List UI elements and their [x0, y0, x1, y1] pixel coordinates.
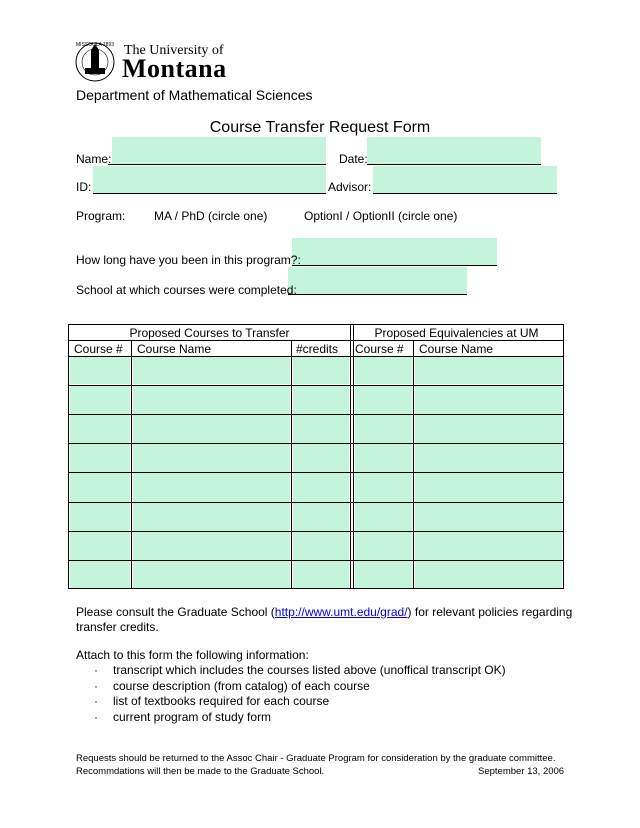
date-label: Date: — [339, 152, 368, 166]
attach-item-label: transcript which includes the courses listed above (unoffical transcript OK) — [113, 663, 506, 677]
group-header-equivalencies: Proposed Equivalencies at UM — [374, 326, 539, 340]
cell-um-course-num[interactable] — [355, 357, 412, 384]
cell-course-num[interactable] — [70, 532, 130, 560]
cell-course-num[interactable] — [70, 503, 130, 531]
cell-course-name[interactable] — [133, 561, 290, 588]
cell-course-num[interactable] — [70, 444, 130, 472]
attach-item-label: list of textbooks required for each course — [113, 694, 330, 708]
footer-line1: Requests should be returned to the Assoc Chair - Graduate Program for consideration by the graduate committee. — [76, 753, 556, 764]
attach-item-label: current program of study form — [113, 710, 272, 724]
program-degree-options[interactable]: MA / PhD (circle one) — [154, 209, 268, 223]
consult-before: Please consult the Graduate School ( — [76, 605, 275, 619]
advisor-label: Advisor: — [328, 180, 372, 194]
cell-course-name[interactable] — [133, 503, 290, 531]
cell-course-name[interactable] — [133, 357, 290, 384]
cell-um-course-name[interactable] — [415, 415, 562, 443]
consult-text — [76, 605, 572, 619]
cell-um-course-name[interactable] — [415, 444, 562, 472]
cell-course-name[interactable] — [133, 532, 290, 560]
cell-course-name[interactable] — [133, 386, 290, 414]
col-header-um-course-name: Course Name — [419, 342, 494, 356]
program-label: Program: — [76, 209, 126, 223]
col-header-credits: #credits — [296, 342, 339, 356]
cell-credits[interactable] — [293, 561, 349, 588]
form-title: Course Transfer Request Form — [209, 119, 431, 136]
cell-course-num[interactable] — [70, 386, 130, 414]
university-seal-icon — [72, 40, 118, 84]
cell-um-course-name[interactable] — [415, 386, 562, 414]
advisor-underline — [373, 193, 557, 194]
consult-line2: transfer credits. — [76, 620, 159, 634]
logo-line1: The University of — [124, 43, 224, 58]
cell-course-name[interactable] — [133, 444, 290, 472]
school-underline — [288, 294, 467, 295]
cell-credits[interactable] — [293, 357, 349, 384]
cell-um-course-name[interactable] — [415, 532, 562, 560]
cell-credits[interactable] — [293, 503, 349, 531]
attach-item-label: course description (from catalog) of each course — [113, 679, 370, 693]
bullet: · — [94, 694, 98, 708]
cell-um-course-name[interactable] — [415, 503, 562, 531]
name-field[interactable] — [112, 137, 326, 165]
cell-um-course-name[interactable] — [415, 473, 562, 502]
school-field[interactable] — [288, 267, 467, 295]
school-label: School at which courses were completed: — [76, 283, 297, 297]
cell-course-name[interactable] — [133, 473, 290, 502]
grad-school-link[interactable]: http://www.umt.edu/grad/ — [274, 605, 408, 619]
cell-course-num[interactable] — [70, 415, 130, 443]
name-underline — [108, 164, 326, 165]
cell-um-course-name[interactable] — [415, 561, 562, 588]
id-field[interactable] — [93, 166, 326, 194]
attach-intro: Attach to this form the following information: — [76, 648, 309, 662]
col-header-course-name: Course Name — [137, 342, 212, 356]
bullet: · — [94, 679, 98, 693]
footer-line2: Recommdations will then be made to the Graduate School. — [76, 766, 325, 777]
how-long-underline — [292, 265, 497, 266]
cell-um-course-num[interactable] — [355, 415, 412, 443]
date-underline — [367, 164, 541, 165]
cell-credits[interactable] — [293, 415, 349, 443]
consult-after: ) for relevant policies regarding — [407, 605, 573, 619]
course-transfer-table — [68, 324, 564, 589]
name-label: Name: — [76, 152, 112, 166]
cell-um-course-num[interactable] — [355, 473, 412, 502]
cell-credits[interactable] — [293, 444, 349, 472]
cell-credits[interactable] — [293, 532, 349, 560]
bullet: · — [94, 710, 98, 724]
seal-text: MISSOULA 1893 — [75, 42, 115, 48]
cell-credits[interactable] — [293, 473, 349, 502]
cell-course-num[interactable] — [70, 357, 130, 384]
how-long-field[interactable] — [292, 238, 497, 266]
cell-um-course-num[interactable] — [355, 503, 412, 531]
id-label: ID: — [76, 180, 92, 194]
department-name: Department of Mathematical Sciences — [76, 87, 313, 103]
cell-course-num[interactable] — [70, 561, 130, 588]
bullet: · — [94, 663, 98, 677]
date-field[interactable] — [367, 137, 541, 165]
cell-um-course-num[interactable] — [355, 386, 412, 414]
footer-date: September 13, 2006 — [478, 766, 565, 777]
program-option-choices[interactable]: OptionI / OptionII (circle one) — [304, 209, 458, 223]
group-header-transfer: Proposed Courses to Transfer — [129, 326, 290, 340]
cell-credits[interactable] — [293, 386, 349, 414]
how-long-label: How long have you been in this program?: — [76, 253, 301, 267]
university-logo — [72, 40, 238, 84]
col-header-um-course-num: Course # — [355, 342, 404, 356]
cell-um-course-num[interactable] — [355, 444, 412, 472]
cell-course-num[interactable] — [70, 473, 130, 502]
advisor-field[interactable] — [373, 166, 557, 194]
id-underline — [93, 193, 326, 194]
cell-um-course-num[interactable] — [355, 561, 412, 588]
col-header-course-num: Course # — [74, 342, 123, 356]
cell-um-course-name[interactable] — [415, 357, 562, 384]
cell-course-name[interactable] — [133, 415, 290, 443]
cell-um-course-num[interactable] — [355, 532, 412, 560]
logo-line2: Montana — [122, 54, 227, 83]
